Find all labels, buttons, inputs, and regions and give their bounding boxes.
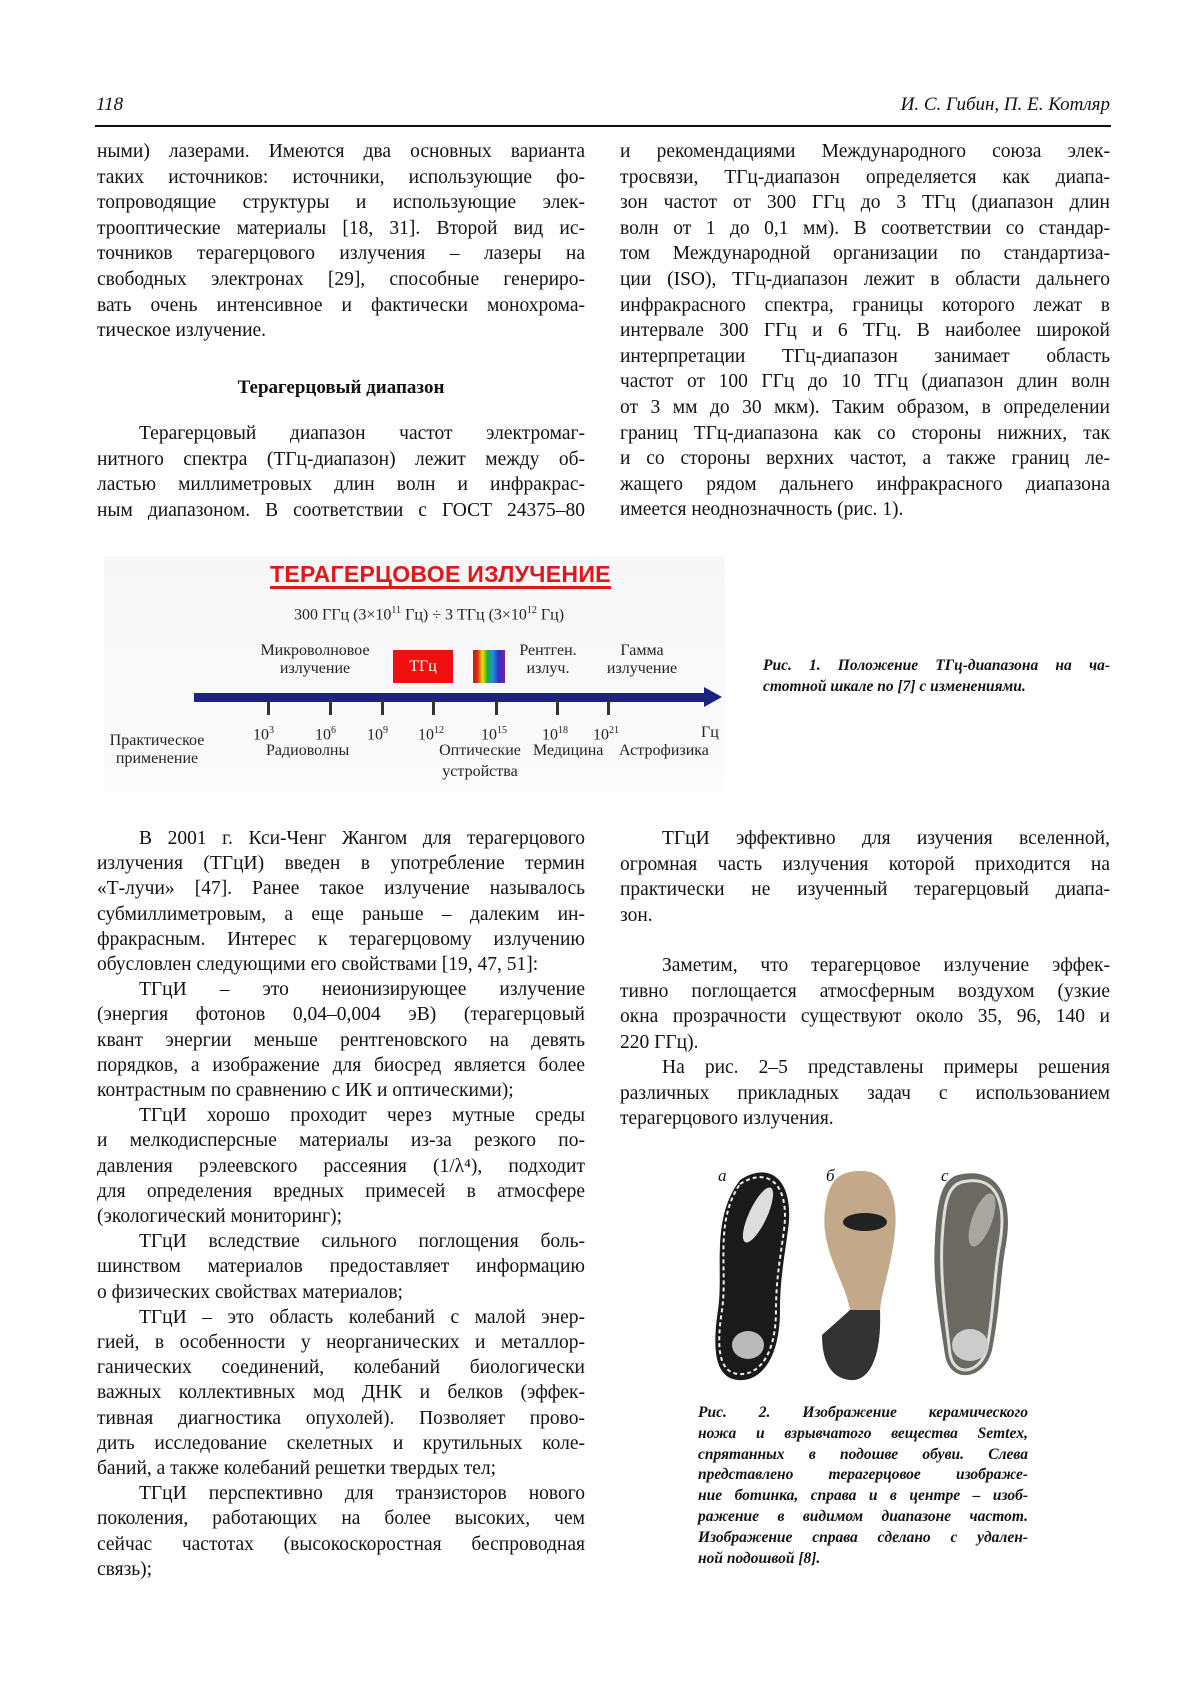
text-line: дить исследование скелетных и крутильных коле- bbox=[97, 1431, 585, 1456]
text-line: тическое излучение. bbox=[97, 318, 585, 344]
text-line: ТГцИ хорошо проходит через мутные среды bbox=[97, 1103, 585, 1128]
axis-tick bbox=[556, 699, 559, 715]
axis-unit: Гц bbox=[701, 724, 719, 742]
visible-spectrum-swatch bbox=[473, 650, 505, 683]
text-line: порядков, а изображение для биосред является более bbox=[97, 1053, 585, 1078]
text-line: нитного спектра (ТГц-диапазон) лежит между об- bbox=[97, 447, 585, 473]
text-line: окна прозрачности существуют около 35, 96, 140 и bbox=[620, 1004, 1110, 1030]
text-line: и рекомендациями Международного союза элек- bbox=[620, 139, 1110, 165]
tick-label: 106 bbox=[315, 722, 336, 744]
text-line: о физических свойствах материалов; bbox=[97, 1280, 585, 1305]
caption-line: Изображение справа сделано с удален- bbox=[698, 1528, 1028, 1549]
text-line: том Международной организации по стандартиза- bbox=[620, 241, 1110, 267]
caption-line: ражение в видимом диапазоне частот. bbox=[698, 1507, 1028, 1528]
text-block-top-left bbox=[97, 139, 585, 344]
text-line: жащего рядом дальнего инфракрасного диапазона bbox=[620, 472, 1110, 498]
header-rule bbox=[95, 125, 1111, 127]
text-line: гией, в особенности у неорганических и металлор- bbox=[97, 1330, 585, 1355]
text-line: В 2001 г. Кси-Ченг Жангом для терагерцового bbox=[97, 826, 585, 851]
axis-tick bbox=[267, 699, 270, 715]
text-line: различных прикладных задач с использованием bbox=[620, 1081, 1110, 1107]
running-header-authors: И. С. Гибин, П. Е. Котляр bbox=[901, 94, 1110, 116]
text-line: точников терагерцового излучения – лазеры на bbox=[97, 241, 585, 267]
label-gamma: Гамма излучение bbox=[600, 642, 684, 678]
text-line: свободных электронах [29], способные генериро- bbox=[97, 267, 585, 293]
text-block-bottom-right-3 bbox=[620, 1055, 1110, 1132]
text-line: зон частот от 300 ГГц до 3 ТГц (диапазон длин bbox=[620, 190, 1110, 216]
text-line: частот от 100 ГГц до 10 ТГц (диапазон длин волн bbox=[620, 369, 1110, 395]
caption-line: стотной шкале по [7] с изменениями. bbox=[763, 676, 1110, 697]
section-heading: Терагерцовый диапазон bbox=[97, 377, 585, 399]
text-line: зон. bbox=[620, 903, 1110, 929]
text-line: ции (ISO), ТГц-диапазон лежит в области дальнего bbox=[620, 267, 1110, 293]
text-line: практически не изученный терагерцовый диапа- bbox=[620, 877, 1110, 903]
text-block-top-right bbox=[620, 139, 1110, 523]
frequency-axis bbox=[194, 693, 706, 702]
text-block-bottom-right-2 bbox=[620, 953, 1110, 1055]
text-line: контрастным по сравнению с ИК и оптическими); bbox=[97, 1078, 585, 1103]
text-line: тивно поглощается атмосферным воздухом (узкие bbox=[620, 979, 1110, 1005]
thz-box: ТГц bbox=[393, 650, 453, 683]
text-line: от 3 мм до 30 мкм). Таким образом, в определении bbox=[620, 395, 1110, 421]
label-medicine: Медицина bbox=[533, 742, 603, 760]
figure-1-title: ТЕРАГЕРЦОВОЕ ИЗЛУЧЕНИЕ bbox=[270, 562, 611, 589]
tick-label: 109 bbox=[367, 722, 388, 744]
text-line: связь); bbox=[97, 1557, 585, 1582]
text-line: ТГцИ перспективно для транзисторов нового bbox=[97, 1481, 585, 1506]
text-line: 220 ГГц). bbox=[620, 1030, 1110, 1056]
text-block-section-para bbox=[97, 421, 585, 523]
text-line: таких источников: источники, использующие фо- bbox=[97, 165, 585, 191]
text-line: имеется неоднозначность (рис. 1). bbox=[620, 497, 1110, 523]
text-line: ластью миллиметровых длин волн и инфракрас- bbox=[97, 472, 585, 498]
tick-label: 1021 bbox=[593, 722, 619, 744]
text-line: ТГцИ вследствие сильного поглощения боль- bbox=[97, 1229, 585, 1254]
text-line: тивная диагностика опухолей). Позволяет прово- bbox=[97, 1406, 585, 1431]
text-line: инфракрасного спектра, границы которого лежат в bbox=[620, 293, 1110, 319]
figure-1-frequency-scale bbox=[104, 556, 725, 792]
shoe-b-visible-image bbox=[822, 1171, 896, 1380]
tick-label: 103 bbox=[253, 722, 274, 744]
text-line: волн от 1 до 0,1 мм). В соответствии со стандар- bbox=[620, 216, 1110, 242]
shoe-label-a: а bbox=[718, 1166, 727, 1186]
text-line: и мелкодисперсные материалы из-за резкого по- bbox=[97, 1128, 585, 1153]
label-optical: Оптические устройства bbox=[436, 742, 524, 781]
caption-line: ножа и взрывчатого вещества Semtex, bbox=[698, 1424, 1028, 1445]
text-line: поколения, работающих на более высоких, чем bbox=[97, 1506, 585, 1531]
caption-line: Рис. 1. Положение ТГц-диапазона на ча- bbox=[763, 655, 1110, 676]
text-line: Заметим, что терагерцовое излучение эффек- bbox=[620, 953, 1110, 979]
axis-tick bbox=[607, 699, 610, 715]
tick-label: 1012 bbox=[418, 722, 444, 744]
text-line: тросвязи, ТГц-диапазон определяется как диапа- bbox=[620, 165, 1110, 191]
shoe-label-b: б bbox=[826, 1166, 835, 1186]
text-line: ТГцИ – это область колебаний с малой энер- bbox=[97, 1305, 585, 1330]
caption-line: ние ботинка, справа и в центре – изоб- bbox=[698, 1486, 1028, 1507]
tick-label: 1018 bbox=[542, 722, 568, 744]
text-line: сейчас частотах (высокоскоростная беспроводная bbox=[97, 1532, 585, 1557]
axis-tick bbox=[329, 699, 332, 715]
text-line: ТГцИ эффективно для изучения вселенной, bbox=[620, 826, 1110, 852]
text-line: (энергия фотонов 0,04–0,004 эВ) (терагерцовый bbox=[97, 1002, 585, 1027]
text-line: Терагерцовый диапазон частот электромаг- bbox=[97, 421, 585, 447]
text-line: терагерцового излучения. bbox=[620, 1106, 1110, 1132]
label-practical-use: Практическое применение bbox=[104, 732, 210, 768]
text-line: границ ТГц-диапазона как со стороны нижних, так bbox=[620, 421, 1110, 447]
text-line: топроводящие структуры и использующие элек- bbox=[97, 190, 585, 216]
label-astrophysics: Астрофизика bbox=[619, 742, 709, 760]
text-line: ными) лазерами. Имеются два основных варианта bbox=[97, 139, 585, 165]
text-line: обусловлен следующими его свойствами [19, 47, 51]: bbox=[97, 952, 585, 977]
caption-line: Рис. 2. Изображение керамического bbox=[698, 1403, 1028, 1424]
text-line: «Т-лучи» [47]. Ранее такое излучение называлось bbox=[97, 876, 585, 901]
shoe-c-visible-image bbox=[934, 1173, 1008, 1375]
text-line: огромная часть излучения которой приходится на bbox=[620, 852, 1110, 878]
axis-tick bbox=[432, 699, 435, 715]
shoe-label-c: с bbox=[941, 1166, 949, 1186]
shoe-a-terahertz-image bbox=[715, 1172, 789, 1380]
text-line: важных коллективных мод ДНК и белков (эффек- bbox=[97, 1380, 585, 1405]
text-line: ным диапазоном. В соответствии с ГОСТ 24375–80 bbox=[97, 498, 585, 524]
figure-1-caption bbox=[763, 655, 1110, 697]
text-line: ТГцИ – это неионизирующее излучение bbox=[97, 977, 585, 1002]
text-line: субмиллиметровым, а еще раньше – далеким ин- bbox=[97, 902, 585, 927]
axis-arrowhead-icon bbox=[704, 687, 722, 707]
text-line: шинством материалов предоставляет информацию bbox=[97, 1254, 585, 1279]
text-line: трооптические материалы [18, 31]. Второй вид ис- bbox=[97, 216, 585, 242]
page-number: 118 bbox=[96, 94, 123, 116]
label-microwave: Микроволновое излучение bbox=[250, 642, 380, 678]
text-block-bottom-right-1 bbox=[620, 826, 1110, 928]
text-line: вать очень интенсивное и фактически монохрома- bbox=[97, 293, 585, 319]
text-line: излучения (ТГцИ) введен в употребление термин bbox=[97, 851, 585, 876]
text-line: фракрасным. Интерес к терагерцовому излучению bbox=[97, 927, 585, 952]
text-line: квант энергии меньше рентгеновского на девять bbox=[97, 1028, 585, 1053]
figure-1-range: 300 ГГц (3×1011 Гц) ÷ 3 ТГц (3×1012 Гц) bbox=[294, 602, 564, 624]
text-line: интерпретации ТГц-диапазон занимает область bbox=[620, 344, 1110, 370]
text-line: На рис. 2–5 представлены примеры решения bbox=[620, 1055, 1110, 1081]
axis-tick bbox=[495, 699, 498, 715]
figure-2-caption bbox=[698, 1403, 1028, 1569]
caption-line: ной подошвой [8]. bbox=[698, 1549, 1028, 1570]
caption-line: спрятанных в подошве обуви. Слева bbox=[698, 1445, 1028, 1466]
text-line: и со стороны верхних частот, а также границ ле- bbox=[620, 446, 1110, 472]
label-xray: Рентген. излуч. bbox=[516, 642, 580, 678]
text-line: давления рэлеевского рассеяния (1/λ⁴), подходит bbox=[97, 1154, 585, 1179]
text-line: баний, а также колебаний решетки твердых тел; bbox=[97, 1456, 585, 1481]
figure-2-shoe-images bbox=[700, 1160, 1040, 1386]
text-block-bottom-left bbox=[97, 826, 585, 1582]
axis-tick bbox=[381, 699, 384, 715]
shoe-sole-images bbox=[700, 1160, 1040, 1386]
text-line: (экологический мониторинг); bbox=[97, 1204, 585, 1229]
tick-label: 1015 bbox=[481, 722, 507, 744]
text-line: интервале 300 ГГц и 6 ТГц. В наиболее широкой bbox=[620, 318, 1110, 344]
label-radio: Радиоволны bbox=[266, 742, 349, 760]
caption-line: представлено терагерцовое изображе- bbox=[698, 1465, 1028, 1486]
text-line: ганических соединений, колебаний биологически bbox=[97, 1355, 585, 1380]
text-line: для определения вредных примесей в атмосфере bbox=[97, 1179, 585, 1204]
